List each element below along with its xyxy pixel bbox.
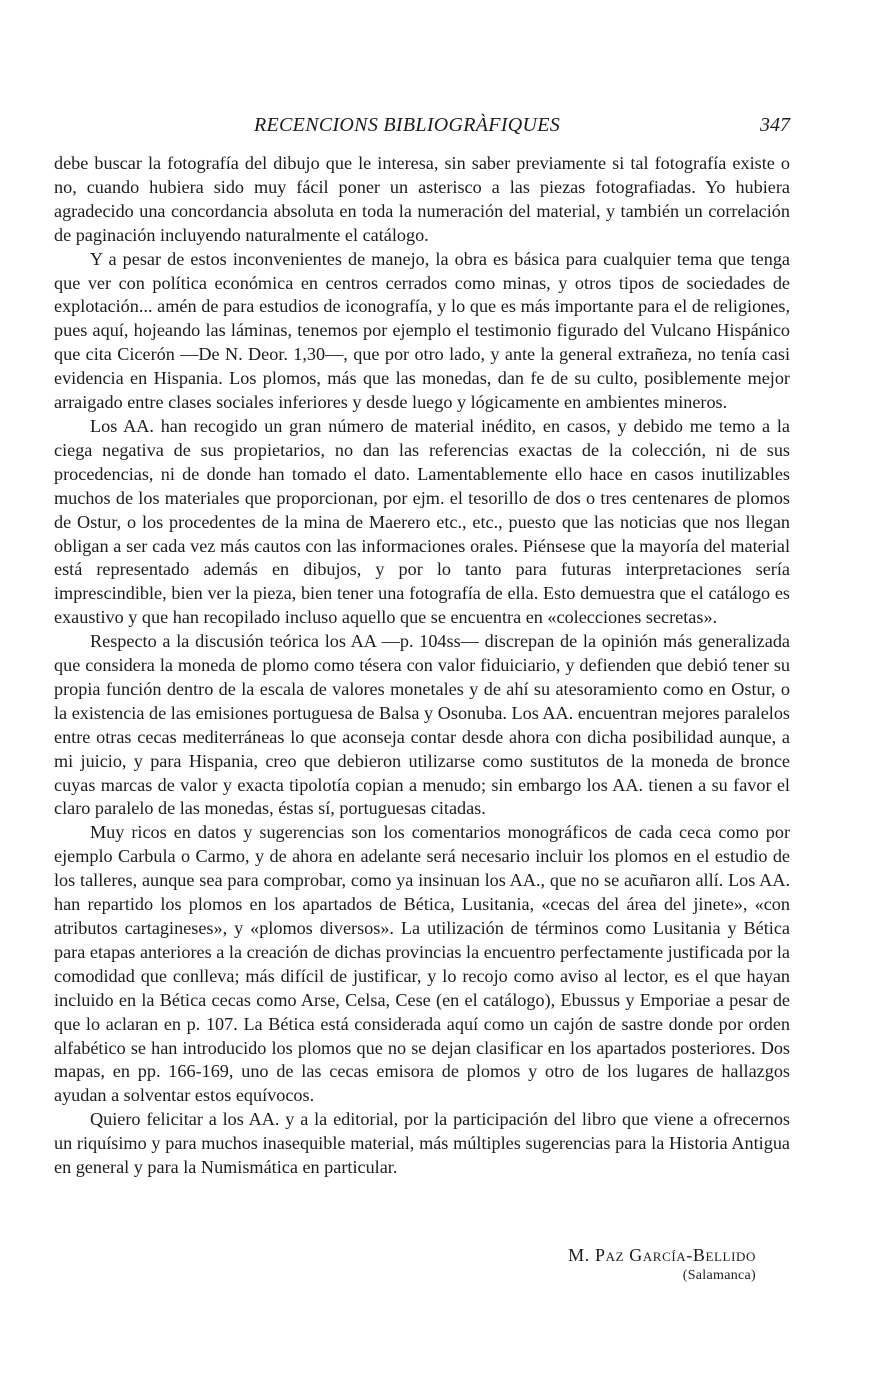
paragraph-3: Los AA. han recogido un gran número de material inédito, en casos, y debido me temo a la ciega negativa de sus propietarios, no dan las referencias exactas de la colección, ni de sus procedencias, ni de donde han tomado el dato. Lamentablemente ello hace en casos inutilizables muchos de los materiales que proporcionan, por ejm. el tesorillo de dos o tres centenares de plomos de Ostur, o los procedentes de la mina de Maerero etc., etc., puesto que las noticias que nos llegan obligan a ser cada vez más cautos con las informaciones orales. Piénsese que la mayoría del material está representado además en dibujos, y por lo tanto para futuras interpretaciones sería imprescindible, bien ver la pieza, bien tener una fotografía de ella. Esto demuestra que el catálogo es exaustivo y que han recopilado incluso aquello que se encuentra en «colecciones secretas».: [54, 415, 790, 628]
paragraph-2: Y a pesar de estos inconvenientes de manejo, la obra es básica para cualquier tema que tenga que ver con política económica en centros cerrados como minas, y otros tipos de sociedades de explotación... amén de para estudios de iconografía, y lo que es más importante para el de religiones, pues aquí, hojeando las láminas, tenemos por ejemplo el testimonio figurado del Vulcano Hispánico que cita Cicerón —De N. Deor. 1,30—, que por otro lado, y ante la general extrañeza, no tenía casi evidencia en Hispania. Los plomos, más que las monedas, dan fe de su culto, posiblemente mejor arraigado entre clases sociales inferiores y desde luego y lógicamente en ambientes mineros.: [54, 248, 790, 413]
running-title: RECENCIONS BIBLIOGRÀFIQUES: [254, 114, 561, 136]
page-number: 347: [760, 114, 790, 136]
paragraph-5: Muy ricos en datos y sugerencias son los comentarios monográficos de cada ceca como por ejemplo Carbula o Carmo, y de ahora en adelante será necesario incluir los plomos en el estudio de los talleres, aunque sea para comprobar, como ya insinuan los AA., que no se acuñaron allí. Los AA. han repartido los plomos en los apartados de Bética, Lusitania, «cecas del área del jinete», «con atributos cartagineses», y «plomos diversos». La utilización de términos como Lusitania y Bética para etapas anteriores a la creación de dichas provincias la encuentro perfectamente justificada por la comodidad que conlleva; más difícil de justificar, y lo recojo como aviso al lector, es el que hayan incluido en la Bética cecas como Arse, Celsa, Cese (en el catálogo), Ebussus y Emporiae a pesar de que lo aclaran en p. 107. La Bética está considerada aquí como un cajón de sastre donde por orden alfabético se han introducido los plomos que no se dejan clasificar en los apartados posteriores. Dos mapas, en pp. 166-169, uno de las cecas emisora de plomos y otro de los lugares de hallazgos ayudan a solventar estos equívocos.: [54, 822, 790, 1106]
author-signature: [568, 1245, 756, 1284]
author-location: (Salamanca): [682, 1268, 756, 1283]
running-header: [54, 114, 790, 142]
paragraph-4: Respecto a la discusión teórica los AA —p. 104ss— discrepan de la opinión más generalizada que considera la moneda de plomo como tésera con valor fiduiciario, y defienden que debió tener su propia función dentro de la escala de valores monetales y de ahí su atesoramiento como en Ostur, o la existencia de las emisiones portuguesa de Balsa y Osonuba. Los AA. encuentran mejores paralelos entre otras cecas mediterráneas lo que aconseja contar desde ahora con dicha posibilidad aunque, a mi juicio, y para Hispania, creo que debieron utilizarse como sustitutos de la moneda de bronce cuyas marcas de valor y exacta tipolotía copian a menudo; sin embargo los AA. tienen a su favor el claro paralelo de las monedas, éstas sí, portuguesas citadas.: [54, 631, 790, 819]
paragraph-6: Quiero felicitar a los AA. y a la editorial, por la participación del libro que viene a ofrecernos un riquísimo y para muchos inasequible material, más múltiples sugerencias para la Historia Antigua en general y para la Numismática en particular.: [54, 1109, 790, 1178]
author-name: M. Paz García-Bellido: [568, 1245, 756, 1265]
review-body: [54, 152, 790, 1180]
paragraph-1: debe buscar la fotografía del dibujo que le interesa, sin saber previamente si tal fotografía existe o no, cuando hubiera sido muy fácil poner un asterisco a las piezas fotografiadas. Yo hubiera agradecido una concordancia absoluta en toda la numeración del material, y también un correlación de paginación incluyendo naturalmente el catálogo.: [54, 153, 790, 245]
